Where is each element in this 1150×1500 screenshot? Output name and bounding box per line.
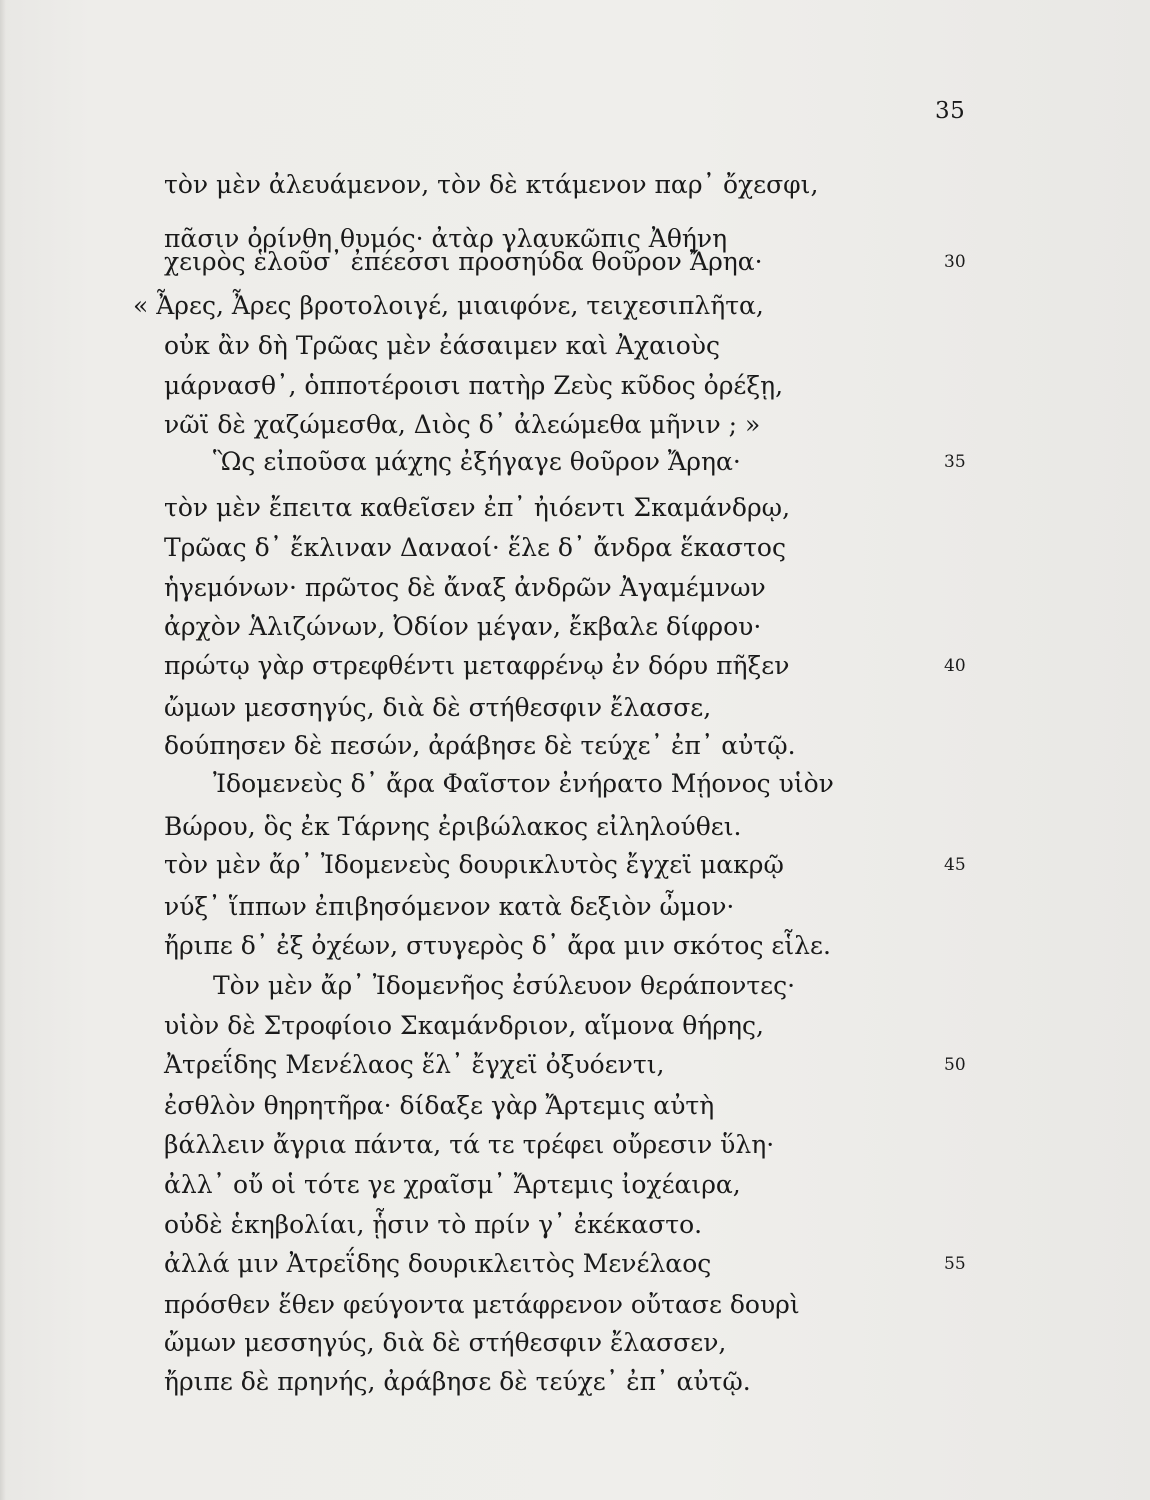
- verse-line: Τὸν μὲν ἄρ᾽ Ἰδομενῆος ἐσύλευον θεράποντες·: [213, 971, 796, 1000]
- verse-line: Ἀτρεΐδης Μενέλαος ἕλ᾽ ἔγχεϊ ὀξυόεντι,: [164, 1050, 665, 1079]
- verse-line: Ἰδομενεὺς δ᾽ ἄρα Φαῖστον ἐνήρατο Μῄονος υἱὸν: [213, 769, 834, 798]
- verse-line: πρόσθεν ἕθεν φεύγοντα μετάφρενον οὔτασε δουρὶ: [164, 1290, 800, 1319]
- verse-line: τὸν μὲν ἄρ᾽ Ἰδομενεὺς δουρικλυτὸς ἔγχεϊ μακρῷ: [164, 850, 784, 879]
- verse-line: ἀλλ᾽ οὔ οἱ τότε γε χραῖσμ᾽ Ἄρτεμις ἰοχέαιρα,: [164, 1170, 741, 1199]
- verse-line: νῶϊ δὲ χαζώμεσθα, Διὸς δ᾽ ἀλεώμεθα μῆνιν ; »: [164, 410, 761, 439]
- verse-line: Βώρου, ὃς ἐκ Τάρνης ἐριβώλακος εἰληλούθει.: [164, 812, 742, 841]
- verse-line: τὸν μὲν ἀλευάμενον, τὸν δὲ κτάμενον παρ᾽ ὄχεσφι,: [164, 170, 819, 199]
- verse-line: μάρνασθ᾽, ὁπποτέροισι πατὴρ Ζεὺς κῦδος ὀρέξῃ,: [164, 371, 784, 400]
- verse-line: οὐδὲ ἑκηβολίαι, ᾗσιν τὸ πρίν γ᾽ ἐκέκαστο.: [164, 1210, 703, 1239]
- verse-line: ὤμων μεσσηγύς, διὰ δὲ στήθεσφιν ἔλασσεν,: [164, 1328, 727, 1357]
- verse-line: ἀλλά μιν Ἀτρεΐδης δουρικλειτὸς Μενέλαος: [164, 1249, 712, 1278]
- verse-line: ὤμων μεσσηγύς, διὰ δὲ στήθεσφιν ἔλασσε,: [164, 693, 712, 722]
- line-number: 55: [944, 1254, 966, 1274]
- line-number: 45: [944, 855, 966, 875]
- line-number: 35: [944, 452, 966, 472]
- verse-line: ἀρχὸν Ἁλιζώνων, Ὀδίον μέγαν, ἔκβαλε δίφρου·: [164, 612, 762, 641]
- verse-line: χειρὸς ἑλοῦσ᾽ ἐπέεσσι προσηύδα θοῦρον Ἄρηα·: [164, 247, 763, 276]
- verse-line: Ὣς εἰποῦσα μάχης ἐξήγαγε θοῦρον Ἄρηα·: [213, 447, 741, 476]
- verse-line: ἤριπε δ᾽ ἐξ ὀχέων, στυγερὸς δ᾽ ἄρα μιν σκότος εἷλε.: [164, 931, 831, 960]
- line-number: 40: [944, 656, 966, 676]
- verse-line: ἤριπε δὲ πρηνής, ἀράβησε δὲ τεύχε᾽ ἐπ᾽ αὐτῷ.: [164, 1367, 751, 1396]
- line-number: 50: [944, 1055, 966, 1075]
- verse-line: πρώτῳ γὰρ στρεφθέντι μεταφρένῳ ἐν δόρυ πῆξεν: [164, 651, 790, 680]
- verse-line: τὸν μὲν ἔπειτα καθεῖσεν ἐπ᾽ ἠιόεντι Σκαμάνδρῳ,: [164, 493, 791, 522]
- verse-line: οὐκ ἂν δὴ Τρῶας μὲν ἐάσαιμεν καὶ Ἀχαιοὺς: [164, 331, 721, 360]
- line-number: 30: [944, 252, 966, 272]
- verse-line: πᾶσιν ὀρίνθη θυμός· ἀτὰρ γλαυκῶπις Ἀθήνη: [164, 224, 728, 253]
- verse-line: δούπησεν δὲ πεσών, ἀράβησε δὲ τεύχε᾽ ἐπ᾽ αὐτῷ.: [164, 731, 796, 760]
- verse-line: Τρῶας δ᾽ ἔκλιναν Δαναοί· ἕλε δ᾽ ἄνδρα ἕκαστος: [164, 533, 786, 562]
- verse-line: « Ἆρες, Ἆρες βροτολοιγέ, μιαιφόνε, τειχεσιπλῆτα,: [133, 291, 764, 320]
- verse-line: ἡγεμόνων· πρῶτος δὲ ἄναξ ἀνδρῶν Ἀγαμέμνων: [164, 573, 766, 602]
- verse-line: βάλλειν ἄγρια πάντα, τά τε τρέφει οὔρεσιν ὕλη·: [164, 1130, 775, 1159]
- page-number: 35: [935, 98, 966, 124]
- verse-line: ἐσθλὸν θηρητῆρα· δίδαξε γὰρ Ἄρτεμις αὐτὴ: [164, 1091, 715, 1120]
- verse-line: νύξ᾽ ἵππων ἐπιβησόμενον κατὰ δεξιὸν ὦμον·: [164, 892, 735, 921]
- verse-line: υἱὸν δὲ Στροφίοιο Σκαμάνδριον, αἵμονα θήρης,: [164, 1011, 764, 1040]
